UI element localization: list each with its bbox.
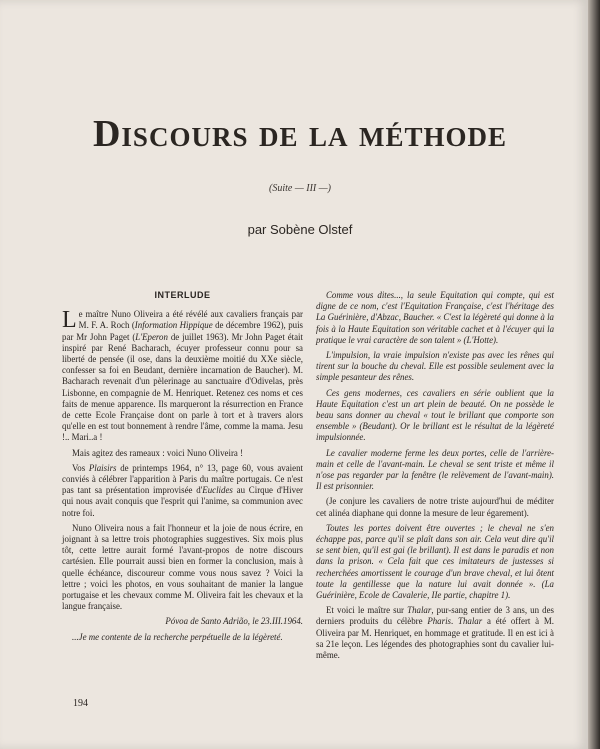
letter-quote: Le cavalier moderne ferme les deux portes, celle de l'arrière-main et celle de l'avant-main. Le cheval se sent triste et même il n'ose pas regarder par la fenêtre (le relèvement de l'avant-main). Il est prisonnier. [316, 447, 554, 492]
letter-dateline: Póvoa de Santo Adrião, le 23.III.1964. [165, 616, 303, 627]
paragraph: Mais agitez des rameaux : voici Nuno Oliveira ! [72, 447, 244, 458]
page-number: 194 [73, 698, 88, 709]
letter-quote: ...Je me contente de la recherche perpétuelle de la légèreté. [72, 631, 283, 642]
letter-quote: L'impulsion, la vraie impulsion n'existe pas avec les rênes qui tirent sur la bouche du cheval. Elle est possible seulement avec la simple pesanteur des rênes. [316, 350, 554, 383]
article-title: Discours de la méthode [92, 113, 507, 155]
drop-cap: L [62, 307, 77, 334]
book-spine-edge [588, 0, 600, 749]
right-column [316, 290, 554, 665]
letter-quote: Comme vous dites..., la seule Equitation qui compte, qui est digne de ce nom, c'est l'Equitation Française, c'est l'héritage des La Guérinière, d'Abzac, Baucher. « C'est la légèreté qui donne à la fois à la Haute Equitation son véritable cachet et à l'écuyer qui la pratique le vrai caractère de son talent » (L'Hotte). [316, 290, 554, 345]
paragraph: Et voici le maître sur Thalar, pur-sang entier de 3 ans, un des derniers produits du célèbre Pharis. Thalar a été offert à M. Oliveira par M. Henriquet, en hommage et gratitude. Il en est ici à sa 21e leçon. Les légendes des photographies sont du cavalier lui-même. [316, 605, 555, 661]
section-heading: INTERLUDE [154, 290, 211, 300]
paragraph: Vos Plaisirs de printemps 1964, n° 13, page 60, vous avaient conviés à célébrer l'apparition à Paris du maître portugais. Ce n'est pas tant sa présentation improvisée d'Euclides au Cirque d'Hiver qui nous avait conquis que l'esprit qui l'anime, sa communion avec notre foi. [62, 462, 303, 518]
paragraph: (Je conjure les cavaliers de notre triste aujourd'hui de méditer cet alinéa diaphane qui donne la mesure de leur égarement). [316, 496, 554, 518]
letter-quote: Ces gens modernes, ces cavaliers en série oublient que la Haute Equitation c'est un art plein de beauté. On ne possède le beau sans donner au cheval « tout le brillant que comporte son ensemble » (Beudant). Or le brillant est le résultat de la légèreté impulsionnée. [316, 387, 554, 443]
article-subtitle: (Suite — III —) [269, 183, 331, 194]
paragraph: Le maître Nuno Oliveira a été révélé aux cavaliers français par M. F. A. Roch (Information Hippique de décembre 1962), puis par Mr John Paget (L'Eperon de juillet 1963). Mr John Paget était inspiré par René Bacharach, écuyer professeur connu pour sa liberté de pensée (il ose, dans la deuxième moitié du XXe siècle, confesser sa foi en Beudant, dernière incarnation de Baucher). M. Bacharach revenait d'un pèlerinage au sanctuaire d'Odivelas, près Lisbonne, en compagnie de M. Henriquet. Retenez ces noms et ces faits de menue apparence. Ils marqueront la résurrection en France de cette Ecole Française dont on parle à tort et à travers alors qu'elle en est tout bonnement à rendre l'âme, comme la mama. Jesu !.. Mari..a ! [62, 307, 303, 443]
article-author: par Sobène Olstef [247, 222, 353, 237]
paragraph: Nuno Oliveira nous a fait l'honneur et la joie de nous écrire, en joignant à sa lettre trois photographies suggestives. Six mois plus tôt, cette lettre aurait formé l'avant-propos de notre discours cartésien. Elle pourrait aussi bien en former la conclusion, mais à quelle échéance, discoureur comme vous nous savez ? Voici la lettre ; voici les photos, en vous souhaitant de manier la langue portugaise et les chevaux comme M. Oliveira fait les chevaux et la langue française. [62, 522, 303, 612]
letter-quote: Toutes les portes doivent être ouvertes ; le cheval ne s'en échappe pas, parce qu'il se plaît dans son air. Cela veut dire qu'il se sent bien, qu'il est gai (le brillant). Il est dans le paradis et non dans la prison. « Cela fait que ces imitateurs de justesses si recherchées amortissent le courage d'un brave cheval, et lui ôtent toute la gentillesse que la nature lui avait donnée ». (La Guérinière, Ecole de Cavalerie, IIe partie, chapitre 1). [316, 522, 554, 601]
left-column [62, 290, 303, 647]
